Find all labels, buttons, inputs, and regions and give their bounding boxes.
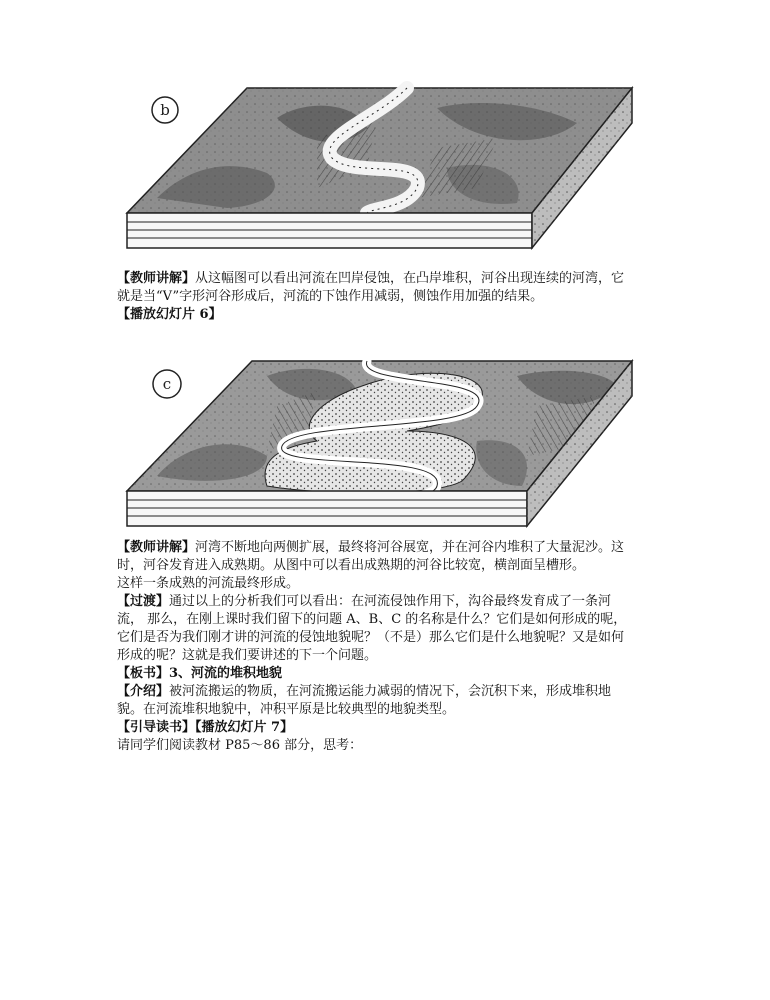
play-slide-6: 【播放幻灯片 6】 <box>117 307 222 322</box>
reading-instruction: 请同学们阅读教材 P85～86 部分，思考： <box>117 738 363 753</box>
transition-paragraph: 【过渡】通过以上的分析我们可以看出：在河流侵蚀作用下，沟谷最终发育成了一条河 <box>117 594 612 609</box>
figure-c-mature-valley <box>117 346 637 534</box>
text-block-1 <box>117 270 657 324</box>
board-heading-river-deposition: 【板书】3、河流的堆积地貌 <box>117 666 283 681</box>
text-block-2 <box>117 539 657 755</box>
figure-b-label: b <box>160 101 170 119</box>
transition-line4: 形成的呢？这就是我们要讲述的下一个问题。 <box>117 648 378 663</box>
introduction-paragraph: 【介绍】被河流搬运的物质，在河流搬运能力减弱的情况下，会沉积下来，形成堆积地 <box>117 684 612 699</box>
figure-b-v-valley-meander <box>117 78 637 256</box>
transition-line3: 它们是否为我们刚才讲的河流的侵蚀地貌呢？（不是）那么它们是什么地貌呢？又是如何 <box>117 630 625 645</box>
teacher-explanation-1-line2: 就是当“V”字形河谷形成后，河流的下蚀作用减弱，侧蚀作用加强的结果。 <box>117 289 544 304</box>
teacher-explanation-2: 【教师讲解】河湾不断地向两侧扩展，最终将河谷展宽，并在河谷内堆积了大量泥沙。这 <box>117 540 625 555</box>
teacher-explanation-2-line2: 时，河谷发育进入成熟期。从图中可以看出成熟期的河谷比较宽，横剖面呈槽形。 <box>117 558 586 573</box>
figure-c-label: c <box>162 375 172 393</box>
transition-line2: 流， 那么，在刚上课时我们留下的问题 A、B、C 的名称是什么？它们是如何形成的呢， <box>117 612 627 627</box>
teacher-explanation-2-line3: 这样一条成熟的河流最终形成。 <box>117 576 300 591</box>
teacher-explanation-1: 【教师讲解】从这幅图可以看出河流在凹岸侵蚀，在凸岸堆积，河谷出现连续的河湾，它 <box>117 271 625 286</box>
introduction-line2: 貌。在河流堆积地貌中，冲积平原是比较典型的地貌类型。 <box>117 702 456 717</box>
guided-reading-slide-7: 【引导读书】【播放幻灯片 7】 <box>117 720 294 735</box>
